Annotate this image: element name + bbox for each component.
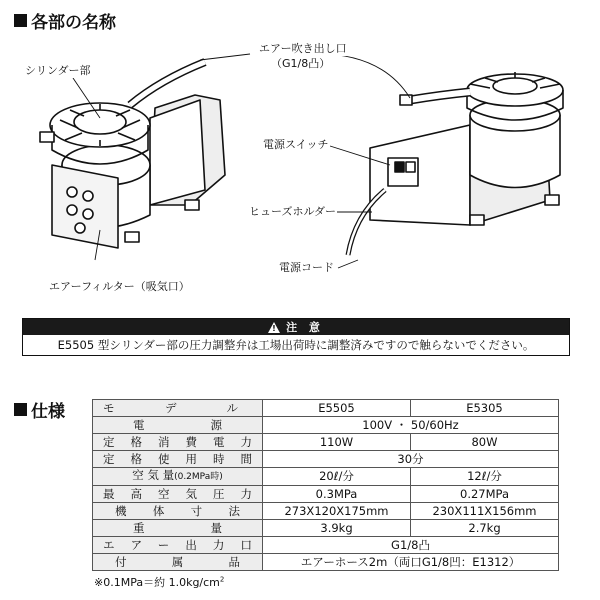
spec-label-max-pressure: 最高空気圧力 bbox=[93, 486, 263, 503]
spec-label-air-volume-sub: (0.2MPa時) bbox=[174, 472, 223, 482]
spec-value-air-volume-e5505: 20ℓ/分 bbox=[263, 468, 411, 486]
spec-label-accessories: 付属品 bbox=[93, 554, 263, 571]
spec-value-air-volume-e5305: 12ℓ/分 bbox=[411, 468, 559, 486]
spec-label-air-outlet: エアー出力口 bbox=[93, 537, 263, 554]
spec-row-accessories bbox=[93, 554, 559, 571]
spec-value-weight-e5305: 2.7kg bbox=[411, 520, 559, 537]
spec-table bbox=[92, 399, 559, 571]
spec-value-dimensions-e5505: 273X120X175mm bbox=[263, 503, 411, 520]
spec-value-weight-e5505: 3.9kg bbox=[263, 520, 411, 537]
callout-power-switch: 電源スイッチ bbox=[263, 138, 329, 151]
spec-row-rated-power bbox=[93, 434, 559, 451]
spec-row-air-volume bbox=[93, 468, 559, 486]
spec-label-rated-time: 定格使用時間 bbox=[93, 451, 263, 468]
warning-title-bar bbox=[23, 319, 569, 335]
spec-row-air-outlet bbox=[93, 537, 559, 554]
spec-row-max-pressure bbox=[93, 486, 559, 503]
spec-row-rated-time bbox=[93, 451, 559, 468]
spec-label-dimensions: 機体寸法 bbox=[93, 503, 263, 520]
warning-triangle-icon: ! bbox=[268, 322, 280, 333]
spec-label-air-volume-main: 空 気 量 bbox=[132, 468, 175, 482]
spec-model-e5505: E5505 bbox=[263, 400, 411, 417]
warning-title: 注 意 bbox=[286, 321, 324, 334]
parts-names-heading-text: 各部の名称 bbox=[31, 13, 116, 33]
spec-value-dimensions-e5305: 230X111X156mm bbox=[411, 503, 559, 520]
callout-air-outlet-spec: （G1/8凸） bbox=[271, 57, 331, 70]
callout-air-outlet: エアー吹き出し口 bbox=[259, 42, 347, 55]
spec-label-model: モデル bbox=[93, 400, 263, 417]
spec-row-power bbox=[93, 417, 559, 434]
spec-label-weight: 重量 bbox=[93, 520, 263, 537]
footnote-superscript: 2 bbox=[219, 575, 225, 584]
warning-text: E5505 型シリンダー部の圧力調整弁は工場出荷時に調整済みですので触らないでください。 bbox=[57, 338, 535, 352]
callout-air-filter: エアーフィルター（吸気口） bbox=[49, 280, 190, 293]
spec-label-rated-power: 定格消費電力 bbox=[93, 434, 263, 451]
spec-heading bbox=[14, 397, 65, 422]
heading-square-icon bbox=[14, 14, 27, 27]
spec-value-accessories: エアーホース2m（両口G1/8凹：E1312） bbox=[263, 554, 559, 571]
spec-model-e5305: E5305 bbox=[411, 400, 559, 417]
callout-power-cord: 電源コード bbox=[279, 261, 334, 274]
callout-fuse-holder: ヒューズホルダー bbox=[249, 205, 337, 218]
left-compressor-drawing bbox=[40, 62, 225, 248]
spec-row-dimensions bbox=[93, 503, 559, 520]
spec-row-model bbox=[93, 400, 559, 417]
spec-value-power: 100V ・ 50/60Hz bbox=[263, 417, 559, 434]
spec-value-rated-power-e5505: 110W bbox=[263, 434, 411, 451]
footnote-text: ※0.1MPa＝約 1.0kg/cm bbox=[94, 576, 220, 589]
spec-row-weight bbox=[93, 520, 559, 537]
spec-value-rated-power-e5305: 80W bbox=[411, 434, 559, 451]
spec-heading-text: 仕様 bbox=[31, 402, 65, 422]
footnote bbox=[94, 574, 224, 590]
spec-label-power: 電源 bbox=[93, 417, 263, 434]
right-compressor-drawing bbox=[348, 72, 563, 255]
spec-value-max-pressure-e5305: 0.27MPa bbox=[411, 486, 559, 503]
spec-label-air-volume bbox=[93, 468, 263, 486]
spec-value-rated-time: 30分 bbox=[263, 451, 559, 468]
spec-value-air-outlet: G1/8凸 bbox=[263, 537, 559, 554]
warning-box bbox=[22, 318, 570, 356]
callout-cylinder: シリンダー部 bbox=[25, 64, 91, 77]
spec-value-max-pressure-e5505: 0.3MPa bbox=[263, 486, 411, 503]
heading-square-icon bbox=[14, 403, 27, 416]
